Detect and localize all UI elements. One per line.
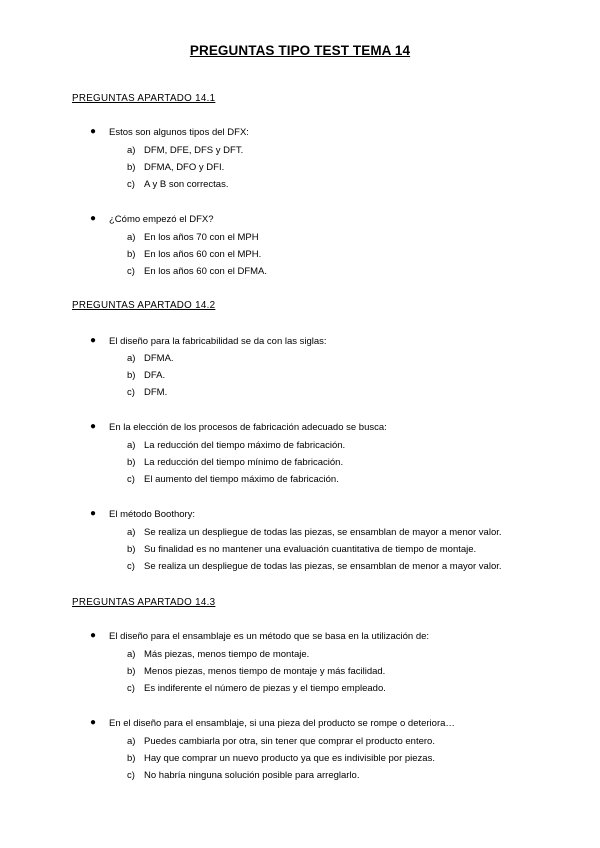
option-text: DFMA, DFO y DFI. — [144, 162, 225, 173]
option-letter: b) — [127, 249, 136, 260]
option-text: A y B son correctas. — [144, 179, 229, 190]
section-heading-14-2: PREGUNTAS APARTADO 14.2 — [72, 300, 216, 311]
option-letter: c) — [127, 561, 135, 572]
option-letter: c) — [127, 683, 135, 694]
option-letter: a) — [127, 649, 136, 660]
option-letter: b) — [127, 370, 136, 381]
option-text: La reducción del tiempo máximo de fabricación. — [144, 440, 346, 451]
option-text: No habría ninguna solución posible para arreglarlo. — [144, 770, 360, 781]
section-heading-14-3: PREGUNTAS APARTADO 14.3 — [72, 597, 216, 608]
option-letter: b) — [127, 666, 136, 677]
question-text: El método Boothory: — [109, 509, 196, 520]
option-text: DFM, DFE, DFS y DFT. — [144, 145, 244, 156]
option-letter: a) — [127, 440, 136, 451]
section-heading-14-1: PREGUNTAS APARTADO 14.1 — [72, 93, 216, 104]
option-text: Hay que comprar un nuevo producto ya que es indivisible por piezas. — [144, 753, 435, 764]
option-text: En los años 60 con el DFMA. — [144, 266, 268, 277]
option-letter: c) — [127, 770, 135, 781]
option-letter: a) — [127, 527, 136, 538]
option-text: DFMA. — [144, 353, 174, 364]
bullet-icon: ● — [90, 335, 97, 346]
bullet-icon: ● — [90, 421, 97, 432]
option-letter: b) — [127, 753, 136, 764]
option-letter: a) — [127, 232, 136, 243]
option-text: En los años 70 con el MPH — [144, 232, 259, 243]
option-letter: a) — [127, 736, 136, 747]
option-letter: c) — [127, 179, 135, 190]
option-letter: a) — [127, 145, 136, 156]
option-text: Su finalidad es no mantener una evaluación cuantitativa de tiempo de montaje. — [144, 544, 477, 555]
question-text: En la elección de los procesos de fabricación adecuado se busca: — [109, 422, 387, 433]
option-text: En los años 60 con el MPH. — [144, 249, 262, 260]
option-text: Es indiferente el número de piezas y el tiempo empleado. — [144, 683, 386, 694]
option-text: El aumento del tiempo máximo de fabricación. — [144, 474, 339, 485]
bullet-icon: ● — [90, 508, 97, 519]
bullet-icon: ● — [90, 630, 97, 641]
option-text: Se realiza un despliegue de todas las piezas, se ensamblan de mayor a menor valor. — [144, 527, 502, 538]
option-text: Se realiza un despliegue de todas las piezas, se ensamblan de menor a mayor valor. — [144, 561, 502, 572]
question-text: ¿Cómo empezó el DFX? — [109, 214, 214, 225]
option-letter: b) — [127, 544, 136, 555]
option-text: Puedes cambiarla por otra, sin tener que comprar el producto entero. — [144, 736, 435, 747]
question-text: El diseño para la fabricabilidad se da con las siglas: — [109, 336, 327, 347]
option-text: La reducción del tiempo mínimo de fabricación. — [144, 457, 344, 468]
option-text: Más piezas, menos tiempo de montaje. — [144, 649, 310, 660]
bullet-icon: ● — [90, 126, 97, 137]
option-letter: c) — [127, 474, 135, 485]
page-title: PREGUNTAS TIPO TEST TEMA 14 — [189, 43, 411, 58]
option-letter: c) — [127, 387, 135, 398]
option-text: DFM. — [144, 387, 168, 398]
option-letter: b) — [127, 162, 136, 173]
bullet-icon: ● — [90, 717, 97, 728]
option-letter: c) — [127, 266, 135, 277]
question-text: El diseño para el ensamblaje es un método que se basa en la utilización de: — [109, 631, 430, 642]
option-text: DFA. — [144, 370, 166, 381]
option-letter: b) — [127, 457, 136, 468]
option-text: Menos piezas, menos tiempo de montaje y más facilidad. — [144, 666, 386, 677]
question-text: Estos son algunos tipos del DFX: — [109, 127, 249, 138]
question-text: En el diseño para el ensamblaje, si una pieza del producto se rompe o deteriora… — [109, 718, 455, 729]
option-letter: a) — [127, 353, 136, 364]
bullet-icon: ● — [90, 213, 97, 224]
